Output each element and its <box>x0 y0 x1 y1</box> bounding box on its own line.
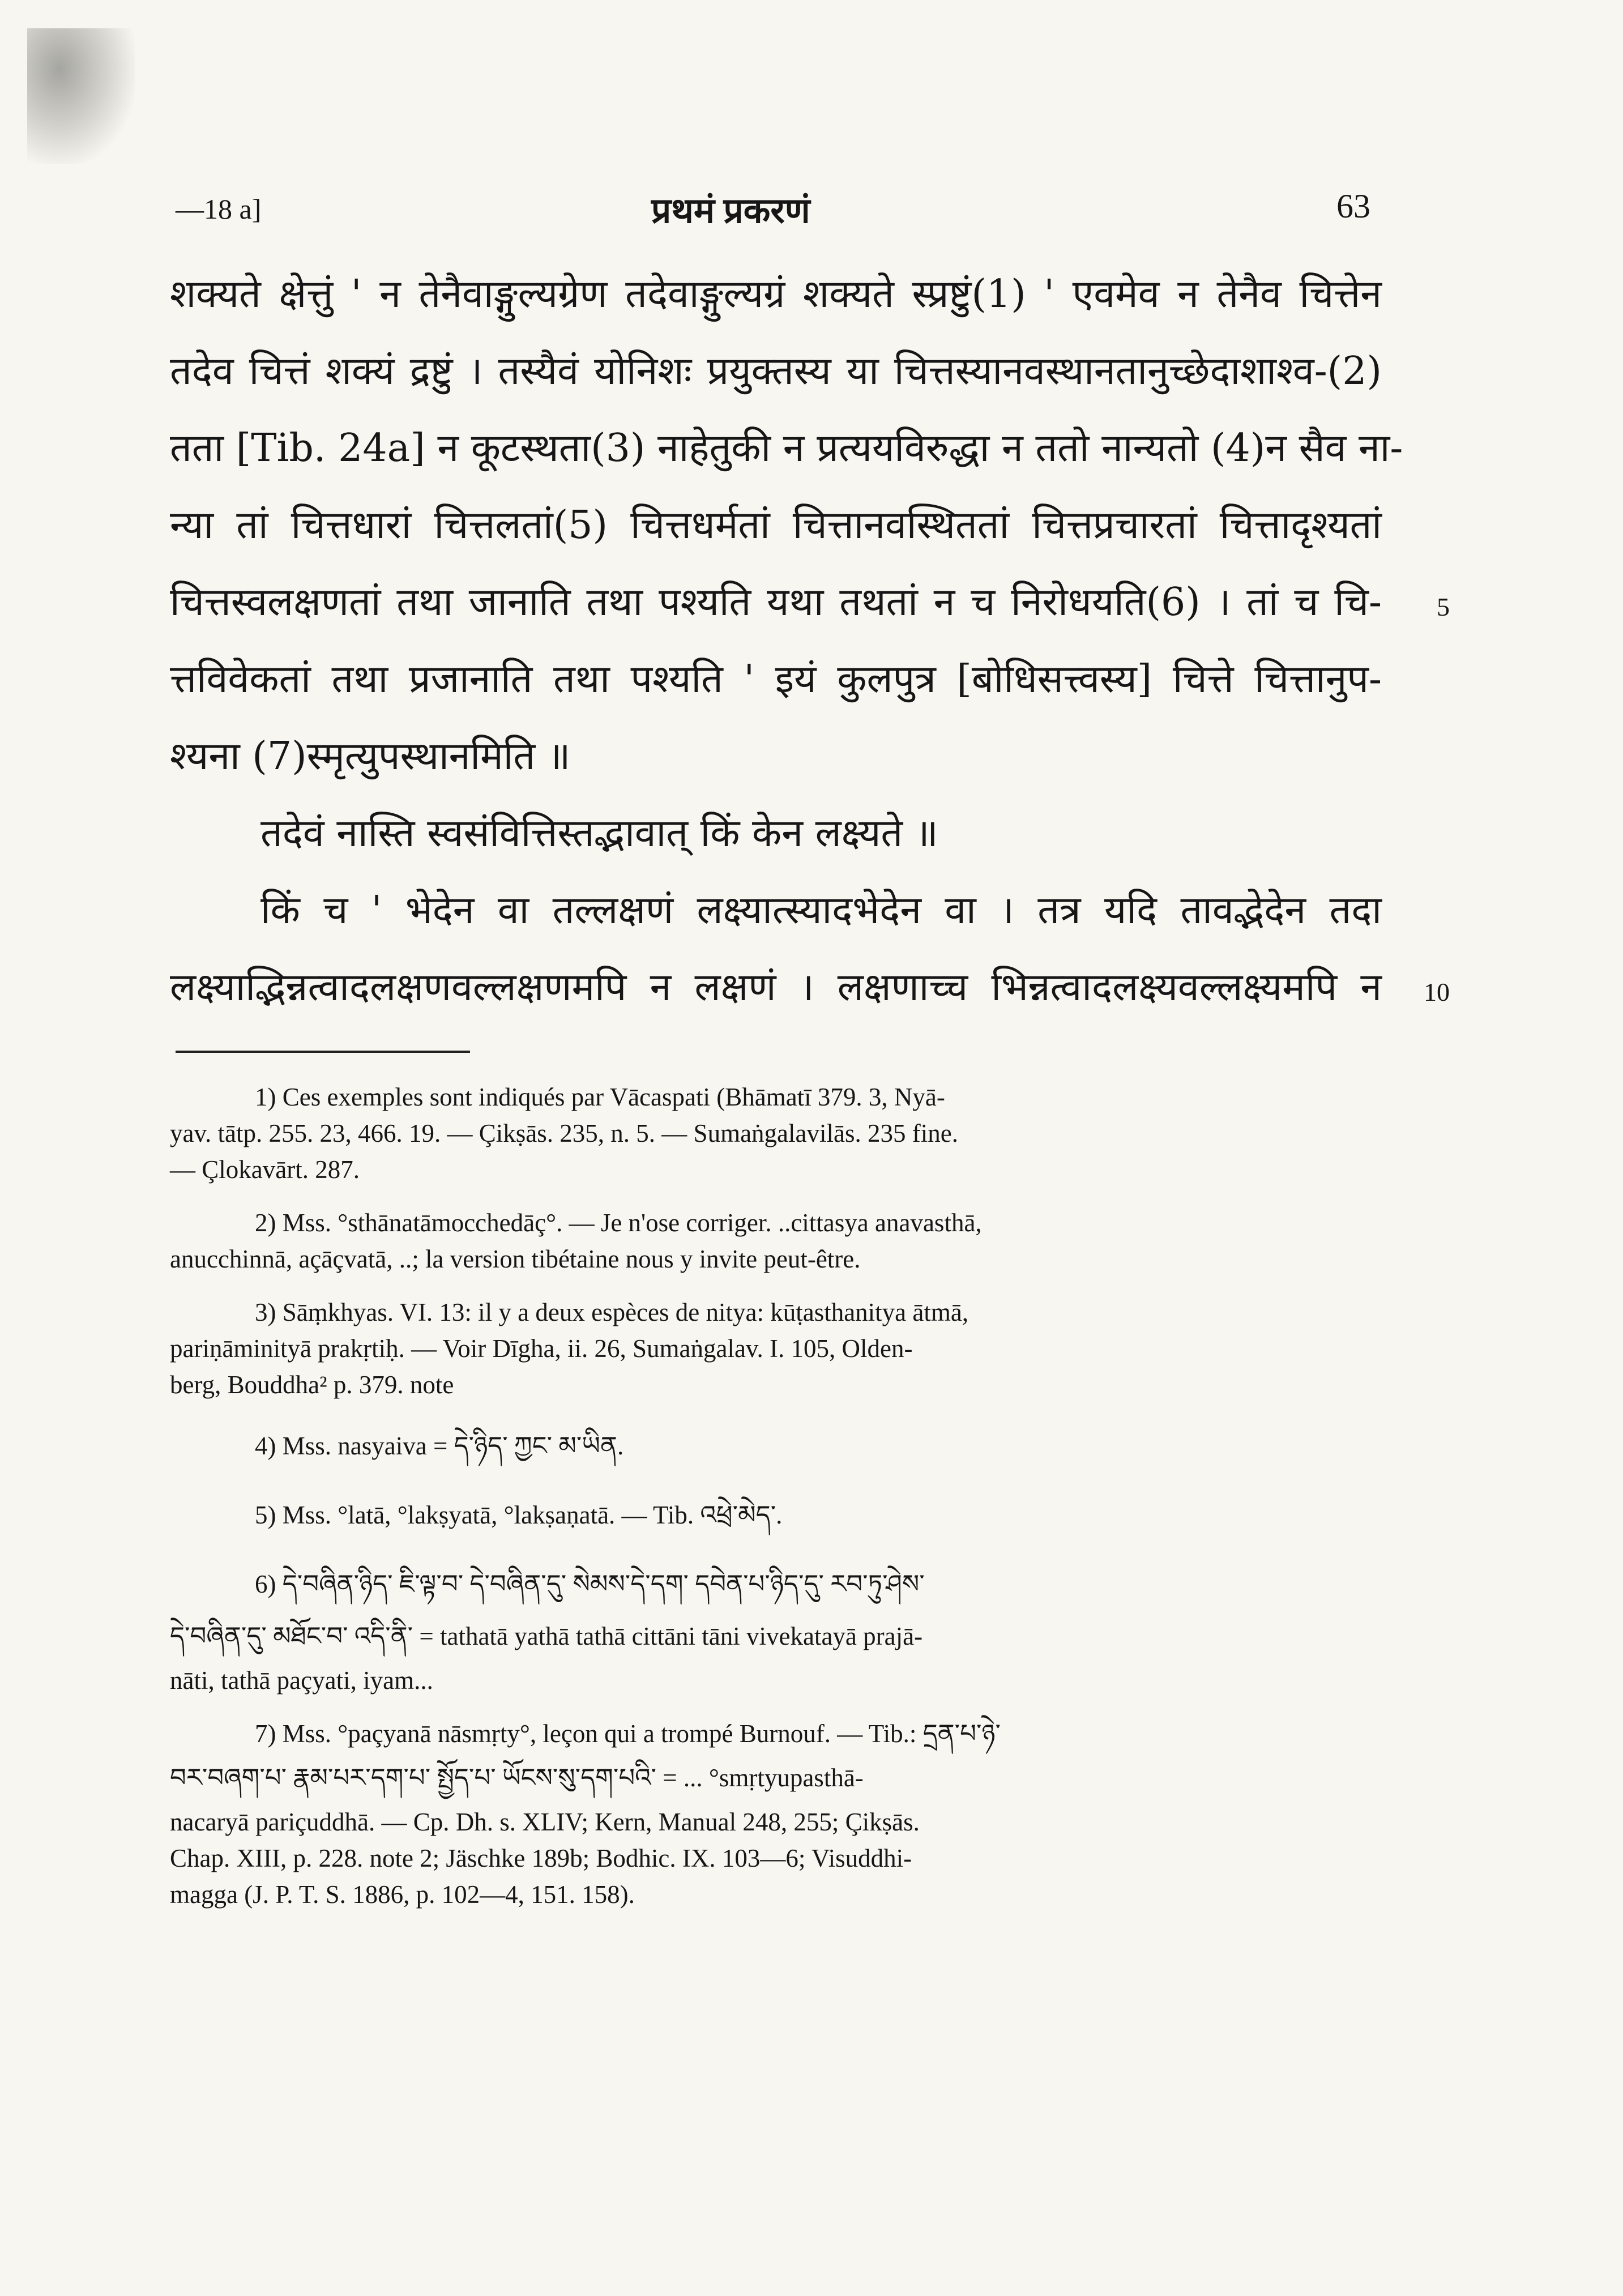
footnote-line: 6) དེ་བཞིན་ཉིད་ ཇི་ལྟ་བ་ དེ་བཞིན་དུ་ སེམས་དེ་དག་ དབེན་པ་ཉིད་དུ་ རབ་ཏུ་ཤེས་ <box>255 1570 925 1598</box>
footnote-separator <box>176 1051 470 1053</box>
footnote-7 <box>170 1715 1376 1913</box>
sanskrit-main-text <box>170 263 1450 1034</box>
footnote-line: 7) Mss. °paçyanā nāsmṛty°, leçon qui a trompé Burnouf. — Tib.: དྲན་པ་ཉེ་ <box>255 1719 1001 1748</box>
footnote-line: magga (J. P. T. S. 1886, p. 102—4, 151. 158). <box>170 1880 635 1909</box>
text-line-content: न्या तां चित्तधारां चित्तलतां(5) चित्तधर्मतां चित्तानवस्थिततां चित्तप्रचारतां चित्तादृश्यतां <box>170 503 1382 548</box>
text-line <box>170 803 1382 880</box>
text-line <box>170 648 1382 725</box>
text-line <box>170 417 1403 494</box>
text-line <box>170 571 1450 648</box>
footnote-line: 5) Mss. °latā, °lakṣyatā, °lakṣaṇatā. — Tib. འཕྲེ་མེད་. <box>255 1501 783 1529</box>
text-line-content: शक्यते क्षेत्तुं ' न तेनैवाङ्गुल्यग्रेण तदेवाङ्गुल्यग्रं शक्यते स्प्रष्टुं(1) ' एवमेव न तेनैव चित्तेन <box>170 272 1382 317</box>
header-chapter-title: प्रथमं प्रकरणं <box>651 192 810 231</box>
text-line <box>170 340 1382 417</box>
text-line-content: तता [Tib. 24a] न कूटस्थता(3) नाहेतुकी न प्रत्ययविरुद्धा न ततो नान्यतो (4)न सैव ना- <box>170 426 1403 471</box>
footnote-line: དེ་བཞིན་དུ་ མཐོང་བ་ འདི་ནི་ = tathatā yathā tathā cittāni tāni vivekatayā prajā- <box>170 1622 923 1650</box>
footnote-line: berg, Bouddha² p. 379. note <box>170 1371 454 1399</box>
footnote-line: nāti, tathā paçyati, iyam... <box>170 1666 433 1695</box>
text-line-content: तदेव चित्तं शक्यं द्रष्टुं । तस्यैवं योनिशः प्रयुक्तस्य या चित्तस्यानवस्थानतानुच्छेदाशाश्व-(2) <box>170 349 1382 394</box>
footnote-3 <box>170 1294 1376 1403</box>
footnote-line: yav. tātp. 255. 23, 466. 19. — Çikṣās. 235, n. 5. — Sumaṅgalavilās. 235 fine. <box>170 1119 958 1147</box>
footnote-line: 1) Ces exemples sont indiqués par Vācaspati (Bhāmatī 379. 3, Nyā- <box>255 1083 945 1111</box>
footnote-line: pariṇāminityā prakṛtiḥ. — Voir Dīgha, ii. 26, Sumaṅgalav. I. 105, Olden- <box>170 1334 913 1363</box>
footnote-line: — Çlokavārt. 287. <box>170 1155 360 1184</box>
running-header <box>176 187 1370 232</box>
footnote-5 <box>170 1489 1376 1541</box>
footnote-line: anucchinnā, açāçvatā, ..; la version tibétaine nous y invite peut-être. <box>170 1245 861 1273</box>
footnote-line: Chap. XIII, p. 228. note 2; Jäschke 189b; Bodhic. IX. 103—6; Visuddhi- <box>170 1844 912 1872</box>
text-line-content: चित्तस्वलक्षणतां तथा जानाति तथा पश्यति यथा तथतां न च निरोधयति(6) । तां च चि- <box>170 580 1382 625</box>
footnote-line: བར་བཞག་པ་ རྣམ་པར་དག་པ་ སྤྱོད་པ་ ཡོངས་སུ་དག་པའི་ = ... °smṛtyupasthā- <box>170 1764 864 1792</box>
footnote-6 <box>170 1558 1376 1698</box>
text-line <box>170 725 1382 803</box>
text-line <box>170 263 1382 340</box>
text-line <box>170 957 1450 1034</box>
footnote-4 <box>170 1420 1376 1472</box>
text-line-content: श्यना (7)स्मृत्युपस्थानमिति ॥ <box>170 734 571 779</box>
text-line-content: त्तविवेकतां तथा प्रजानाति तथा पश्यति ' इयं कुलपुत्र [बोधिसत्त्वस्य] चित्ते चित्तानुप- <box>170 657 1382 702</box>
footnotes <box>170 1079 1376 1930</box>
footnote-line: nacaryā pariçuddhā. — Cp. Dh. s. XLIV; Kern, Manual 248, 255; Çikṣās. <box>170 1808 920 1836</box>
page-number: 63 <box>1336 187 1370 225</box>
line-number: 5 <box>1437 592 1450 621</box>
header-folio-ref: —18 a] <box>176 193 262 225</box>
text-line-content: लक्ष्याद्भिन्नत्वादलक्षणवल्लक्षणमपि न लक्षणं । लक्षणाच्च भिन्नत्वादलक्ष्यवल्लक्ष्यमपि न <box>170 965 1382 1010</box>
footnote-line: 4) Mss. nasyaiva = དེ་ཉིད་ ཀྱང་ མ་ཡིན. <box>255 1432 624 1460</box>
footnote-line: 3) Sāṃkhyas. VI. 13: il y a deux espèces de nitya: kūṭasthanitya ātmā, <box>255 1298 969 1326</box>
text-line-content: किं च ' भेदेन वा तल्लक्षणं लक्ष्यात्स्यादभेदेन वा । तत्र यदि तावद्भेदेन तदा <box>260 888 1382 933</box>
footnote-1 <box>170 1079 1376 1188</box>
line-number: 10 <box>1424 978 1450 1006</box>
footnote-line: 2) Mss. °sthānatāmocchedāç°. — Je n'ose corriger. ..cittasya anavasthā, <box>255 1209 982 1237</box>
text-line <box>170 880 1382 957</box>
text-line-content: तदेवं नास्ति स्वसंवित्तिस्तद्भावात् किं केन लक्ष्यते ॥ <box>260 811 938 856</box>
footnote-2 <box>170 1205 1376 1277</box>
text-line <box>170 494 1382 571</box>
